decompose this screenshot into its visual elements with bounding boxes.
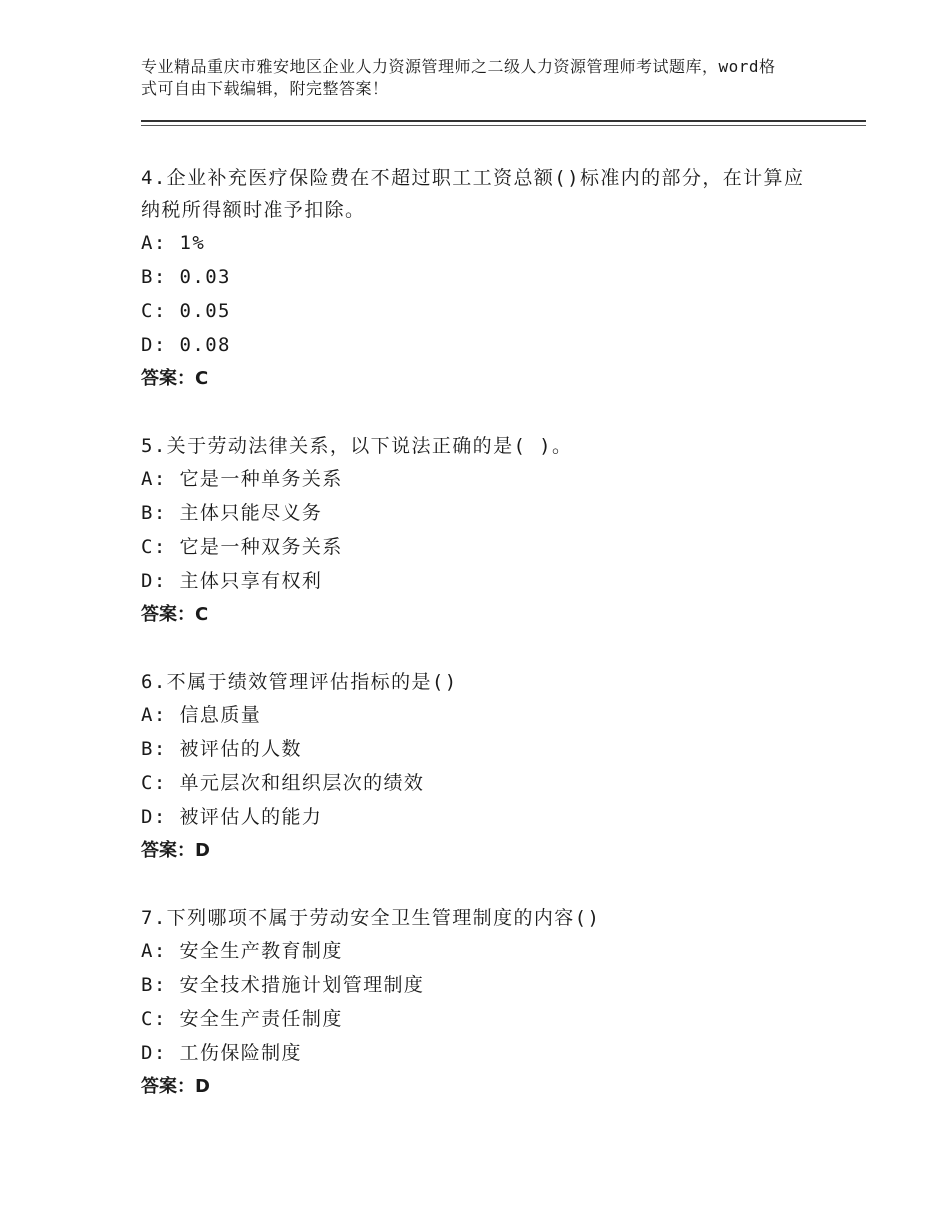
option-b: B: 0.03	[141, 266, 231, 288]
question-5	[141, 430, 821, 632]
option-d: D: 工伤保险制度	[141, 1042, 302, 1064]
header-rule-thin	[141, 125, 866, 126]
answer-label: 答案：C	[141, 604, 209, 625]
option-b: B: 安全技术措施计划管理制度	[141, 974, 425, 996]
option-c: C: 安全生产责任制度	[141, 1008, 343, 1030]
document-header: 专业精品重庆市雅安地区企业人力资源管理师之二级人力资源管理师考试题库，word格式可自由下载编辑，附完整答案！	[141, 57, 776, 98]
option-a: A: 它是一种单务关系	[141, 468, 343, 490]
answer-label: 答案：D	[141, 1076, 210, 1097]
option-d: D: 0.08	[141, 334, 231, 356]
question-stem: 4.企业补充医疗保险费在不超过职工工资总额()标准内的部分，在计算应纳税所得额时准予扣除。	[141, 167, 805, 221]
option-a: A: 1%	[141, 232, 206, 254]
question-7	[141, 902, 821, 1104]
option-b: B: 主体只能尽义务	[141, 502, 323, 524]
header-rule-thick	[141, 120, 866, 122]
question-stem: 7.下列哪项不属于劳动安全卫生管理制度的内容()	[141, 907, 601, 929]
option-a: A: 信息质量	[141, 704, 262, 726]
answer-label: 答案：D	[141, 840, 210, 861]
question-stem: 6.不属于绩效管理评估指标的是()	[141, 671, 458, 693]
question-6	[141, 666, 821, 868]
option-d: D: 被评估人的能力	[141, 806, 323, 828]
option-a: A: 安全生产教育制度	[141, 940, 343, 962]
answer-label: 答案：C	[141, 368, 209, 389]
option-c: C: 单元层次和组织层次的绩效	[141, 772, 425, 794]
option-b: B: 被评估的人数	[141, 738, 302, 760]
option-c: C: 它是一种双务关系	[141, 536, 343, 558]
question-4	[141, 162, 821, 396]
option-d: D: 主体只享有权利	[141, 570, 323, 592]
option-c: C: 0.05	[141, 300, 231, 322]
question-stem: 5.关于劳动法律关系，以下说法正确的是( )。	[141, 435, 573, 457]
question-list	[141, 162, 821, 1138]
